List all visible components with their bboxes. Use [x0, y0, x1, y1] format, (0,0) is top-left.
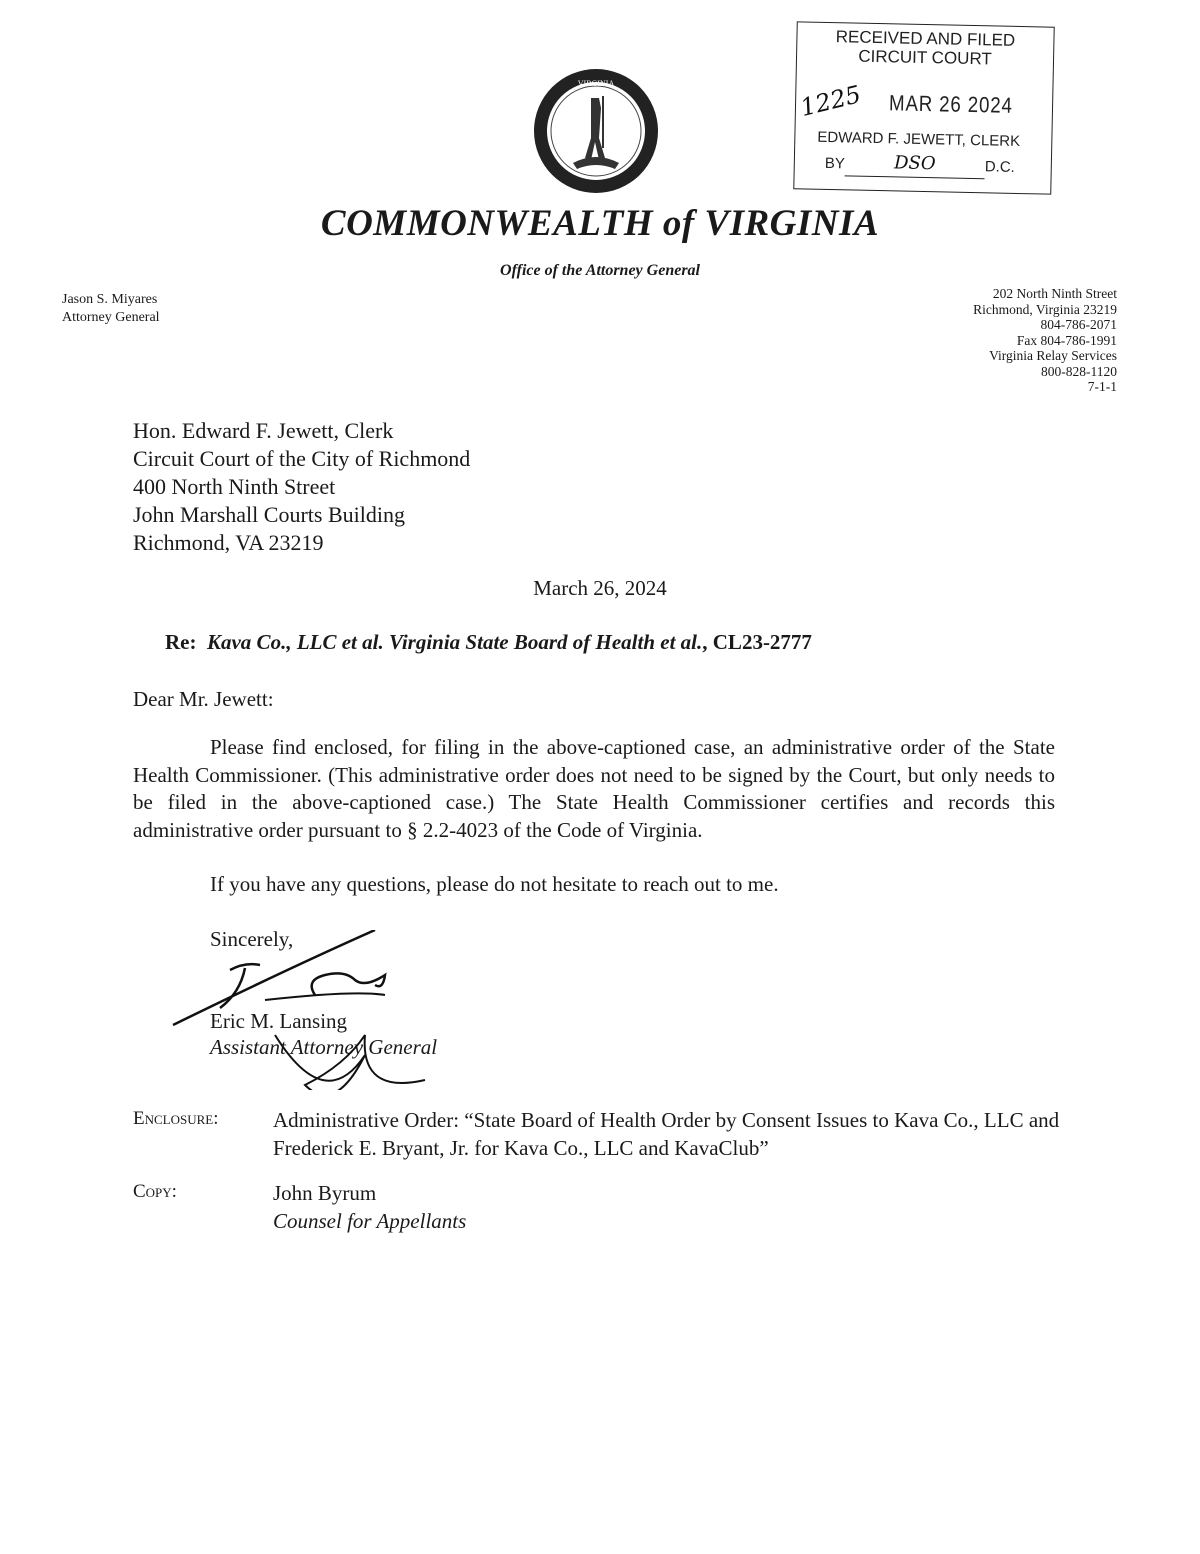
seal-text: VIRGINIA	[577, 79, 615, 88]
virginia-seal-icon	[533, 68, 659, 194]
stamp-initials: DSO	[893, 152, 936, 175]
address-line: Fax 804-786-1991	[1016, 332, 1117, 348]
stamp-by: BY	[824, 154, 846, 173]
address-line: Richmond, Virginia 23219	[973, 301, 1117, 317]
copy-block	[273, 1179, 466, 1235]
stamp-line2: CIRCUIT COURT	[858, 46, 992, 69]
body-paragraph: Please find enclosed, for filing in the above-captioned case, an administrative order of the State Health Commissioner. (This administrative order does not need to be signed by the Court, but only needs to be filed in the above-captioned case.) The State Health Commissioner certifies and records this administrative order pursuant to § 2.2-4023 of the Code of Virginia.	[133, 735, 1055, 842]
body-paragraph: If you have any questions, please do not hesitate to reach out to me.	[210, 872, 779, 896]
ag-title: Attorney General	[62, 310, 160, 325]
re-line	[165, 630, 812, 655]
copy-label: Copy:	[133, 1181, 177, 1202]
stamp-signature-blank	[845, 151, 985, 179]
address-line: 202 North Ninth Street	[992, 286, 1117, 301]
stamp-line1: RECEIVED AND FILED	[835, 27, 1016, 50]
re-case: Kava Co., LLC et al. Virginia State Board of Health et al.	[206, 630, 703, 654]
recipient-line: Hon. Edward F. Jewett, Clerk	[133, 418, 394, 443]
ag-name: Jason S. Miyares	[62, 292, 158, 307]
closing: Sincerely,	[210, 927, 294, 951]
address-line: 800-828-1120	[1041, 363, 1117, 379]
signer-title: Assistant Attorney General	[210, 1035, 438, 1059]
letterhead-office: Office of the Attorney General	[500, 262, 700, 279]
stamp-date: MAR 26 2024	[888, 90, 1013, 118]
letterhead-title: COMMONWEALTH of VIRGINIA	[320, 203, 880, 244]
salutation: Dear Mr. Jewett:	[133, 687, 274, 711]
office-address	[973, 286, 1117, 395]
recipient-address	[133, 417, 470, 557]
recipient-line: John Marshall Courts Building	[133, 502, 405, 527]
received-filed-stamp	[793, 21, 1054, 194]
copy-name: John Byrum	[273, 1181, 377, 1205]
stamp-handwritten-time: 1225	[797, 80, 864, 122]
recipient-line: Richmond, VA 23219	[133, 530, 324, 555]
copy-role: Counsel for Appellants	[273, 1209, 467, 1233]
enclosure-text: Administrative Order: “State Board of Health Order by Consent Issues to Kava Co., LLC and Frederick E. Bryant, Jr. for Kava Co., LLC and KavaClub”	[273, 1108, 1060, 1160]
attorney-general-block	[62, 291, 160, 327]
signer-name: Eric M. Lansing	[210, 1009, 348, 1033]
stamp-dc: D.C.	[984, 158, 1015, 176]
recipient-line: Circuit Court of the City of Richmond	[133, 446, 471, 471]
address-line: 7-1-1	[1087, 379, 1117, 394]
enclosure-label: Enclosure:	[133, 1108, 219, 1129]
stamp-clerk: EDWARD F. JEWETT, CLERK	[817, 128, 1021, 151]
re-label: Re:	[165, 630, 197, 654]
handwritten-signature	[165, 930, 475, 1090]
address-line: Virginia Relay Services	[989, 348, 1117, 363]
address-line: 804-786-2071	[1040, 317, 1117, 332]
letter-date: March 26, 2024	[533, 576, 667, 600]
recipient-line: 400 North Ninth Street	[133, 474, 336, 499]
re-number: , CL23-2777	[702, 630, 812, 654]
